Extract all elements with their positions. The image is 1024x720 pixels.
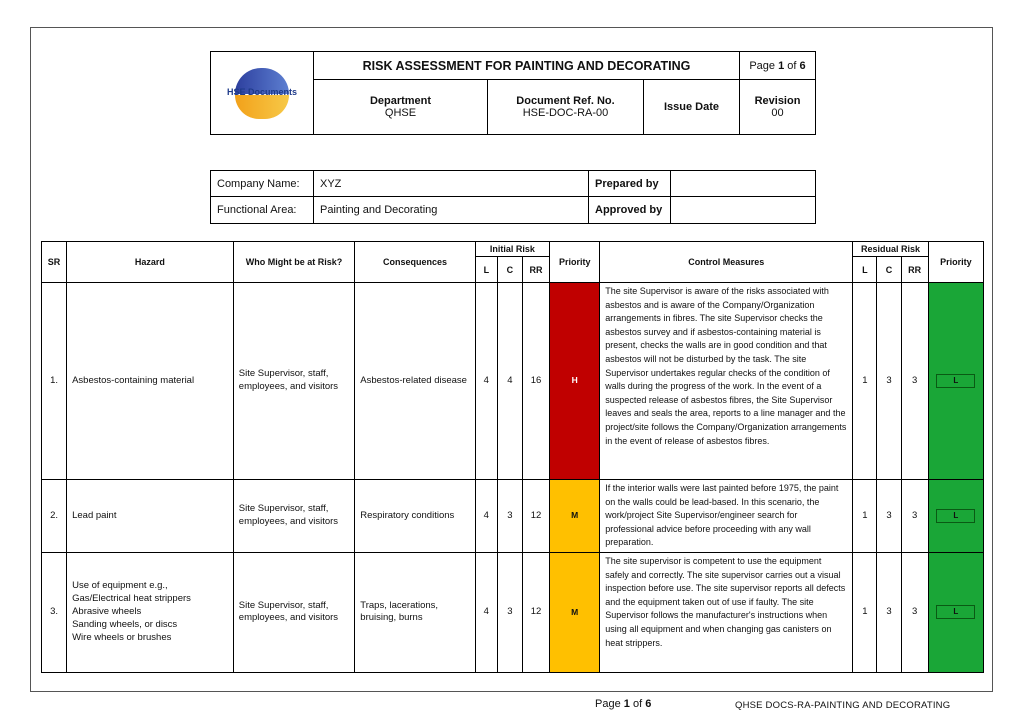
- approved-by-label: Approved by: [589, 197, 671, 224]
- row-priority-medium: [550, 552, 600, 672]
- row-who: Site Supervisor, staff, employees, and visitors: [233, 480, 355, 553]
- row-initial-l: 4: [475, 552, 497, 672]
- row-residual-c: 3: [877, 480, 901, 553]
- company-info: [210, 170, 816, 224]
- docref-cell: Document Ref. No. HSE-DOC-RA-00: [488, 80, 644, 135]
- logo-text: HSE Documents: [227, 87, 298, 97]
- row-residual-rr: 3: [901, 480, 928, 553]
- priority-badge: M: [571, 510, 579, 521]
- row-residual-rr: 3: [901, 283, 928, 480]
- col-header-c: C: [497, 257, 522, 283]
- priority-badge: M: [571, 606, 579, 617]
- issue-date-cell: Issue Date: [644, 80, 740, 135]
- hazard-line: Sanding wheels, or discs: [72, 618, 178, 630]
- page-indicator: Page 1 of 6: [740, 52, 816, 80]
- hazard-line: Gas/Electrical heat strippers: [72, 593, 191, 605]
- row-initial-c: 3: [497, 552, 522, 672]
- prepared-by-value: [671, 171, 816, 197]
- row-residual-priority-low: [928, 283, 983, 480]
- row-hazard: Asbestos-containing material: [67, 283, 234, 480]
- row-who: Site Supervisor, staff, employees, and visitors: [233, 283, 355, 480]
- logo-arc-orange: [235, 95, 289, 119]
- department-cell: Department QHSE: [314, 80, 488, 135]
- row-residual-l: 1: [853, 552, 877, 672]
- hazard-line: Wire wheels or brushes: [72, 631, 172, 643]
- row-residual-c: 3: [877, 552, 901, 672]
- row-residual-priority-low: [928, 480, 983, 553]
- revision-cell: Revision 00: [740, 80, 816, 135]
- table-row: [42, 480, 984, 553]
- row-initial-rr: 12: [522, 552, 549, 672]
- col-header-who: Who Might be at Risk?: [233, 242, 355, 283]
- row-priority-high: [550, 283, 600, 480]
- row-residual-l: 1: [853, 480, 877, 553]
- col-header-initial-risk: Initial Risk: [475, 242, 549, 257]
- footer-page-indicator: Page 1 of 6: [595, 698, 652, 710]
- hazard-line: Use of equipment e.g.,: [72, 580, 168, 592]
- col-header-sr: SR: [42, 242, 67, 283]
- col-header-residual-l: L: [853, 257, 877, 283]
- functional-area-label: Functional Area:: [211, 197, 314, 224]
- row-residual-l: 1: [853, 283, 877, 480]
- footer-document-name: QHSE DOCS-RA-PAINTING AND DECORATING: [735, 700, 951, 711]
- row-consequences: Asbestos-related disease: [355, 283, 476, 480]
- row-priority-medium: [550, 480, 600, 553]
- col-header-residual-c: C: [877, 257, 901, 283]
- row-initial-rr: 12: [522, 480, 549, 553]
- row-initial-c: 3: [497, 480, 522, 553]
- row-initial-l: 4: [475, 480, 497, 553]
- col-header-l: L: [475, 257, 497, 283]
- row-who: Site Supervisor, staff, employees, and visitors: [233, 552, 355, 672]
- col-header-residual-risk: Residual Risk: [853, 242, 928, 257]
- col-header-priority: Priority: [550, 242, 600, 283]
- table-row: [42, 552, 984, 672]
- row-control-measures: The site supervisor is competent to use the equipment safely and correctly. The site supervisor carries out a visual inspection before use. The site supervisor reports all defects and the equipment taken out of use if faulty. The site Supervisor follows the manufacturer's instructions when using all equipment and when changing gas canisters on heat strippers.: [600, 552, 853, 672]
- row-consequences: Respiratory conditions: [355, 480, 476, 553]
- row-control-measures: The site Supervisor is aware of the risks associated with asbestos and is aware of the Company/Organization arrangements in fibres. The site Supervisor checks the asbestos survey and if asbestos-containing material is present, checks the walls are in good condition and that asbestos will not be disturbed by the task. The site Supervisor undertakes regular checks of the condition of walls during the progress of the work. In the event of a suspected release of asbestos fibres, the Site Supervisor leaves and seals the area, reports to a line manager and the project/site follows the Company/Organization arrangements in the event of release of asbestos fibres.: [600, 283, 853, 480]
- row-residual-c: 3: [877, 283, 901, 480]
- row-initial-l: 4: [475, 283, 497, 480]
- hazard-line: Abrasive wheels: [72, 606, 142, 618]
- row-initial-rr: 16: [522, 283, 549, 480]
- row-residual-priority-low: [928, 552, 983, 672]
- residual-priority-badge: L: [936, 374, 975, 388]
- residual-priority-badge: L: [936, 509, 975, 523]
- col-header-residual-priority: Priority: [928, 242, 983, 283]
- company-name-value: XYZ: [314, 171, 589, 197]
- document-header: [210, 51, 816, 135]
- row-sr: 3.: [42, 552, 67, 672]
- logo-cell: [211, 52, 314, 135]
- company-name-label: Company Name:: [211, 171, 314, 197]
- row-residual-rr: 3: [901, 552, 928, 672]
- hse-documents-logo: [227, 62, 297, 124]
- row-sr: 1.: [42, 283, 67, 480]
- col-header-residual-rr: RR: [901, 257, 928, 283]
- row-consequences: Traps, lacerations, bruising, burns: [355, 552, 476, 672]
- row-hazard: [67, 552, 234, 672]
- prepared-by-label: Prepared by: [589, 171, 671, 197]
- residual-priority-badge: L: [936, 605, 975, 619]
- col-header-rr: RR: [522, 257, 549, 283]
- row-control-measures: If the interior walls were last painted before 1975, the paint on the walls could be lead-based. In this scenario, the work/project Site Supervisor/engineer search for professional advice before proceeding with any wall preparation.: [600, 480, 853, 553]
- col-header-hazard: Hazard: [67, 242, 234, 283]
- col-header-consequences: Consequences: [355, 242, 476, 283]
- row-hazard: Lead paint: [67, 480, 234, 553]
- row-initial-c: 4: [497, 283, 522, 480]
- approved-by-value: [671, 197, 816, 224]
- table-row: [42, 283, 984, 480]
- functional-area-value: Painting and Decorating: [314, 197, 589, 224]
- col-header-control-measures: Control Measures: [600, 242, 853, 283]
- priority-badge: H: [571, 375, 578, 386]
- risk-table: [41, 241, 984, 673]
- row-sr: 2.: [42, 480, 67, 553]
- document-title: RISK ASSESSMENT FOR PAINTING AND DECORATING: [314, 52, 740, 80]
